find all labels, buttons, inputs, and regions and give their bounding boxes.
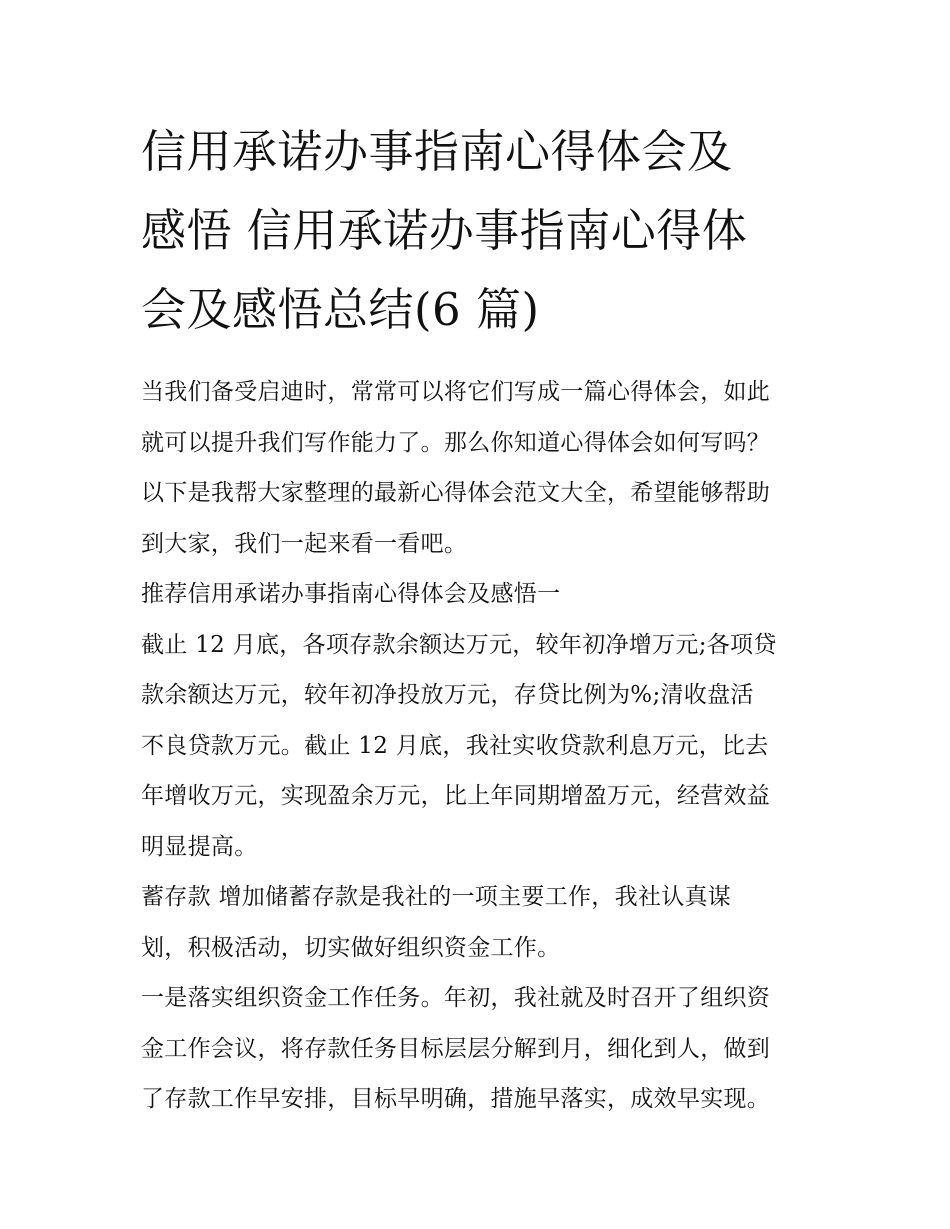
title-line: 感悟 信用承诺办事指南心得体 — [141, 204, 748, 257]
body-line: 一是落实组织资金工作任务。年初，我社就及时召开了组织资 — [141, 985, 771, 1011]
body-line: 到大家，我们一起来看一看吧。 — [141, 530, 468, 557]
document-body — [141, 367, 813, 1125]
title-line: 信用承诺办事指南心得体会及 — [141, 125, 733, 178]
body-line: 款余额达万元，较年初净投放万元，存贷比例为%;清收盘活 — [141, 682, 754, 708]
document-page — [141, 112, 813, 1125]
body-line: 金工作会议，将存款任务目标层层分解到月，细化到人，做到 — [141, 1035, 771, 1062]
body-line: 不良贷款万元。截止 12 月底，我社实收贷款利息万元，比去 — [141, 732, 769, 759]
body-line: 明显提高。 — [141, 833, 258, 860]
document-title — [141, 112, 813, 349]
body-line: 年增收万元，实现盈余万元，比上年同期增盈万元，经营效益 — [141, 783, 771, 809]
body-line: 以下是我帮大家整理的最新心得体会范文大全，希望能够帮助 — [141, 480, 771, 506]
body-line: 划，积极活动，切实做好组织资金工作。 — [141, 934, 561, 961]
body-line: 蓄存款 增加储蓄存款是我社的一项主要工作，我社认真谋 — [141, 884, 732, 910]
body-line: 了存款工作早安排，目标早明确，措施早落实，成效早实现。 — [141, 1086, 771, 1112]
body-line: 截止 12 月底，各项存款余额达万元，较年初净增万元;各项贷 — [141, 631, 777, 658]
body-line: 当我们备受启迪时，常常可以将它们写成一篇心得体会，如此 — [141, 379, 771, 405]
title-line: 会及感悟总结(6 篇) — [141, 283, 540, 336]
section-heading: 推荐信用承诺办事指南心得体会及感悟一 — [141, 581, 561, 607]
body-line: 就可以提升我们写作能力了。那么你知道心得体会如何写吗？ — [141, 429, 771, 456]
